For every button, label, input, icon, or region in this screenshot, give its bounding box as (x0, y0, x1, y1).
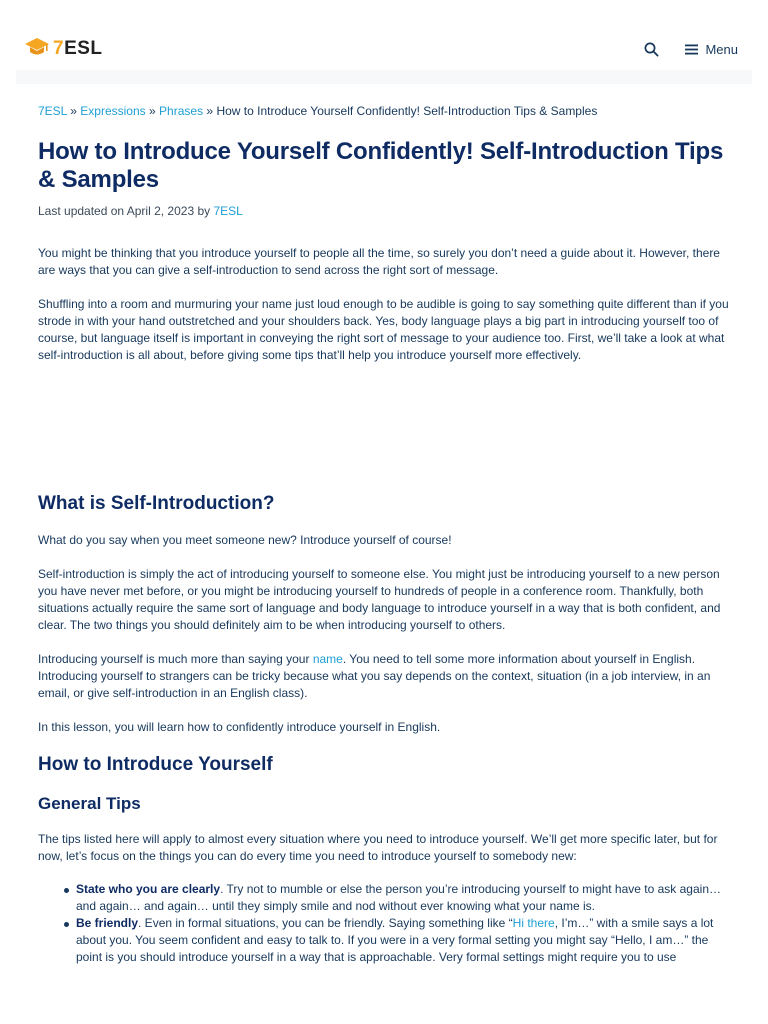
article-content (38, 96, 730, 966)
body-paragraph: Self-introduction is simply the act of introducing yourself to someone else. You might just be introducing yourself to a new person you have never met before, or you might be introducing yourself to hundreds of people in a conference room. Thankfully, both situations actually require the same sort of language and body language to introduce yourself in a way that is both confident, and clear. The two things you should definitely aim to be when introducing yourself to others. (38, 567, 721, 632)
search-icon[interactable] (644, 42, 659, 57)
body-paragraph: The tips listed here will apply to almost every situation where you need to introduce yourself. We’ll get more specific later, but for now, let’s focus on the things you can do every time you need to introduce yourself to somebody new: (38, 832, 718, 863)
last-updated: Last updated on April 2, 2023 by (38, 204, 211, 218)
hamburger-icon (685, 44, 698, 55)
section-heading-how-to: How to Introduce Yourself (38, 754, 273, 775)
breadcrumb-link-expressions[interactable]: Expressions (80, 104, 146, 118)
menu-button[interactable] (685, 42, 738, 57)
site-logo[interactable] (24, 36, 103, 63)
tip-text: , I’m…” with a smile says a lot about you. You seem confident and easy to talk to. If you were in a very formal setting you might say “Hello, I am…” the point is you should introduce yourself in a way that is approachable. Very formal settings might require you to use (76, 916, 714, 964)
tip-title: State who you are clearly (76, 882, 221, 896)
post-meta (38, 204, 730, 218)
body-paragraph: What do you say when you meet someone new? Introduce yourself of course! (38, 533, 452, 547)
ad-placeholder (38, 364, 730, 492)
page-title: How to Introduce Yourself Confidently! Self-Introduction Tips & Samples (38, 138, 724, 193)
breadcrumb-link-phrases[interactable]: Phrases (159, 104, 204, 118)
breadcrumb-separator: » (206, 104, 214, 118)
text-segment: Introducing yourself is much more than saying your (38, 652, 313, 666)
list-item (76, 881, 730, 915)
header-divider (16, 70, 752, 84)
name-link[interactable]: name (312, 652, 343, 666)
body-paragraph: In this lesson, you will learn how to confidently introduce yourself in English. (38, 720, 441, 734)
tip-title: Be friendly (76, 916, 139, 930)
body-paragraph (38, 651, 730, 702)
list-item (76, 915, 730, 966)
tip-text: . Try not to mumble or else the person you’re introducing yourself to might have to ask again… and again… and again… until they simply smile and nod without ever knowing what your name is. (76, 882, 721, 913)
breadcrumb-link-home[interactable]: 7ESL (38, 104, 67, 118)
intro-paragraph: You might be thinking that you introduce yourself to people all the time, so surely you don’t need a guide about it. However, there are ways that you can give a self-introduction to send across the right sort of message. (38, 246, 720, 277)
header-nav (644, 42, 738, 57)
site-header (16, 28, 752, 70)
text-segment: . You need to tell some more information about yourself in English. Introducing yourself to strangers can be tricky because what you say depends on the context, situation (in a job interview, in an email, or give self-introduction in an English class). (38, 652, 711, 700)
menu-label: Menu (705, 41, 738, 57)
breadcrumb-separator: » (70, 104, 77, 118)
breadcrumb-current: How to Introduce Yourself Confidently! Self-Introduction Tips & Samples (216, 104, 598, 118)
logo-text: 7ESL (53, 38, 103, 59)
breadcrumb-separator: » (149, 104, 156, 118)
tip-text: . Even in formal situations, you can be friendly. Saying something like “ (138, 916, 513, 930)
intro-paragraph: Shuffling into a room and murmuring your name just loud enough to be audible is going to say something quite different than if you strode in with your hand outstretched and your shoulders back. Yes, body language plays a big part in introducing yourself too of course, but language itself is important in conveying the right sort of message to your audience too. First, we’ll take a look at what self-introduction is all about, before giving some tips that’ll help you introduce yourself more effectively. (38, 297, 729, 362)
breadcrumb (38, 96, 730, 126)
author-link[interactable]: 7ESL (213, 204, 243, 218)
tips-list (76, 881, 730, 966)
hi-there-link[interactable]: Hi there (512, 916, 555, 930)
section-heading-what-is: What is Self-Introduction? (38, 493, 275, 514)
subsection-heading-general-tips: General Tips (38, 794, 141, 813)
graduation-cap-icon (24, 36, 50, 63)
